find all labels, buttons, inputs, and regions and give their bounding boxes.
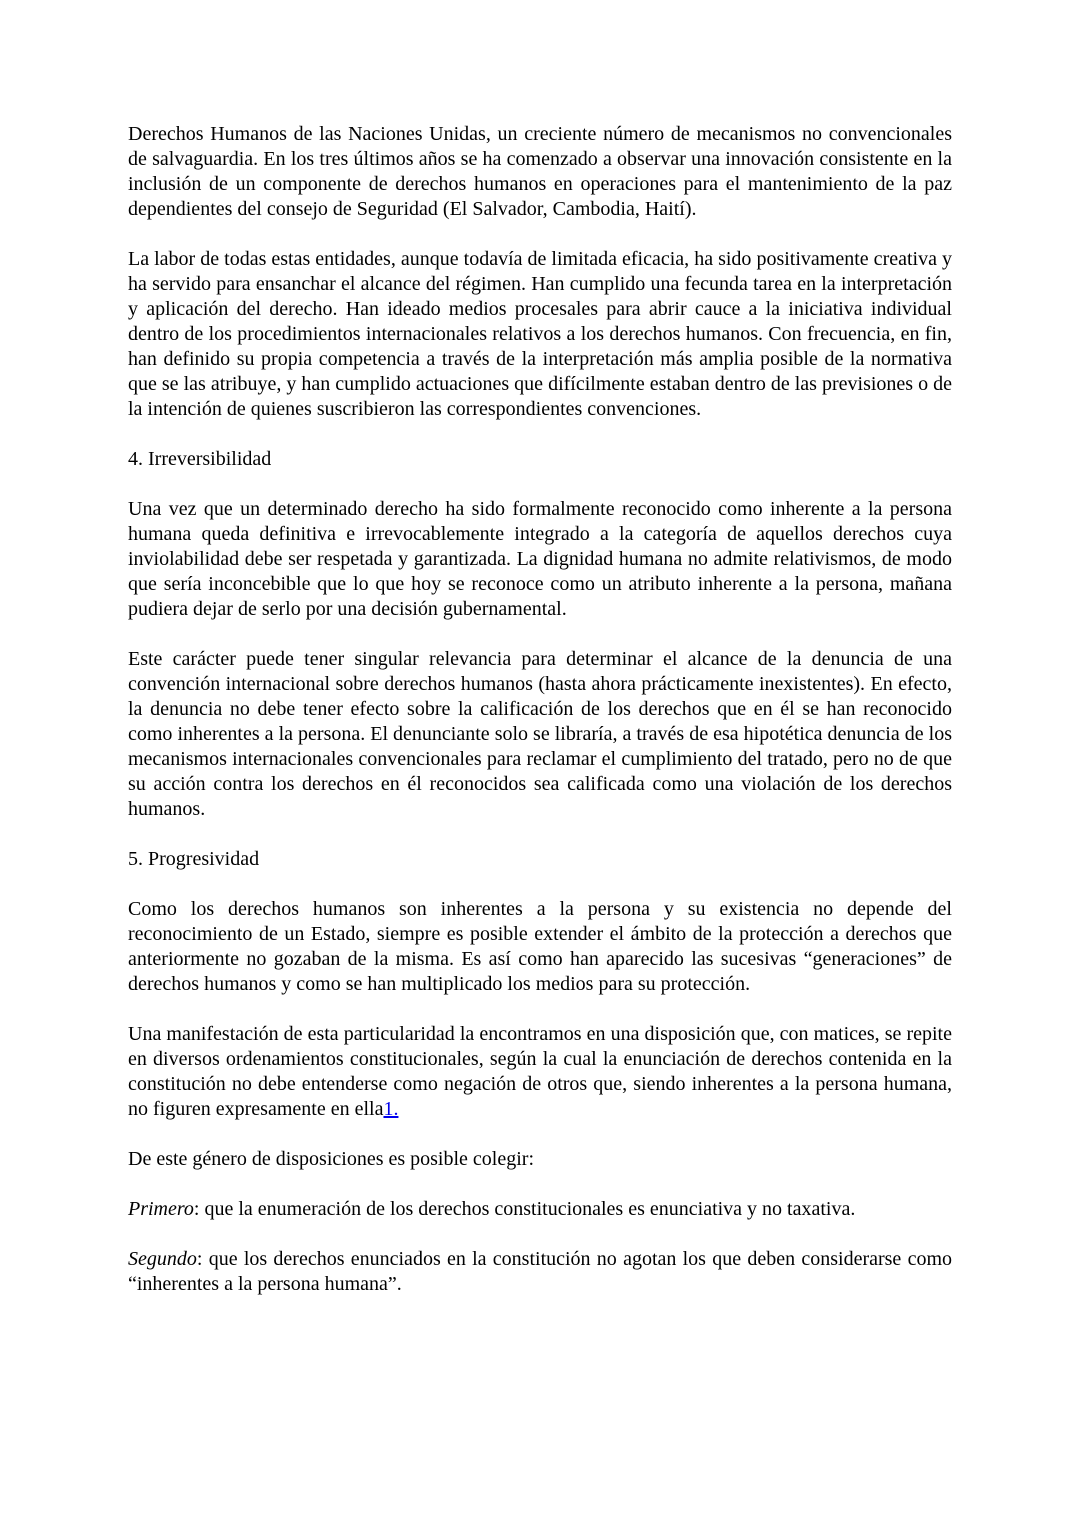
paragraph-derecho-reconocido: Una vez que un determinado derecho ha sido formalmente reconocido como inherente a la persona humana queda definitiva e irrevocablemente integrado a la categoría de aquellos derechos cuya inviolabilidad debe ser respetada y garantizada. La dignidad humana no admite relativismos, de modo que sería inconcebible que lo que hoy se reconoce como un atributo inherente a la persona, mañana pudiera dejar de serlo por una decisión gubernamental.: [128, 498, 952, 620]
section-heading-irreversibilidad: 4. Irreversibilidad: [128, 448, 272, 470]
paragraph-labor-entidades: La labor de todas estas entidades, aunque todavía de limitada eficacia, ha sido positivamente creativa y ha servido para ensanchar el alcance del régimen. Han cumplido una fecunda tarea en la interpretación y aplicación del derecho. Han ideado medios procesales para abrir cauce a la iniciativa individual dentro de los procedimientos internacionales relativos a los derechos humanos. Con frecuencia, en fin, han definido su propia competencia a través de la interpretación más amplia posible de la normativa que se las atribuye, y han cumplido actuaciones que difícilmente estaban dentro de las previsiones o de la intención de quienes suscribieron las correspondientes convenciones.: [128, 248, 952, 420]
paragraph-segundo: [128, 1247, 952, 1297]
paragraph-manifestacion: [128, 1022, 952, 1122]
paragraph-colegir: De este género de disposiciones es posible colegir:: [128, 1148, 534, 1170]
footnote-link-1[interactable]: 1.: [383, 1098, 399, 1120]
paragraph-un-mechanisms: Derechos Humanos de las Naciones Unidas, un creciente número de mecanismos no convencionales de salvaguardia. En los tres últimos años se ha comenzado a observar una innovación consistente en la inclusión de un componente de derechos humanos en operaciones para el mantenimiento de la paz dependientes del consejo de Seguridad (El Salvador, Cambodia, Haití).: [128, 123, 952, 220]
paragraph-segundo-rest: : que los derechos enunciados en la constitución no agotan los que deben considerarse como “inherentes a la persona humana”.: [128, 1248, 952, 1295]
paragraph-primero: [128, 1197, 952, 1222]
paragraph-denuncia-convencion: Este carácter puede tener singular relevancia para determinar el alcance de la denuncia de una convención internacional sobre derechos humanos (hasta ahora prácticamente inexistentes). En efecto, la denuncia no debe tener efecto sobre la calificación de los derechos que en él se han reconocido como inherentes a la persona. El denunciante solo se libraría, a través de esa hipotética denuncia de los mecanismos internacionales convencionales para reclamar el cumplimiento del tratado, pero no de que su acción contra los derechos en él reconocidos sea calificada como una violación de los derechos humanos.: [128, 648, 952, 820]
paragraph-segundo-lead: Segundo: [128, 1248, 197, 1270]
paragraph-manifestacion-text: Una manifestación de esta particularidad la encontramos en una disposición que, con matices, se repite en diversos ordenamientos constitucionales, según la cual la enunciación de derechos contenida en la constitución no debe entenderse como negación de otros que, siendo inherentes a la persona humana, no figuren expresamente en ella: [128, 1023, 952, 1120]
paragraph-generaciones: Como los derechos humanos son inherentes a la persona y su existencia no depende del reconocimiento de un Estado, siempre es posible extender el ámbito de la protección a derechos que anteriormente no gozaban de la misma. Es así como han aparecido las sucesivas “generaciones” de derechos humanos y como se han multiplicado los medios para su protección.: [128, 898, 952, 995]
paragraph-primero-rest: : que la enumeración de los derechos constitucionales es enunciativa y no taxativa.: [193, 1198, 856, 1220]
section-heading-progresividad: 5. Progresividad: [128, 848, 260, 870]
paragraph-primero-lead: Primero: [128, 1198, 194, 1220]
